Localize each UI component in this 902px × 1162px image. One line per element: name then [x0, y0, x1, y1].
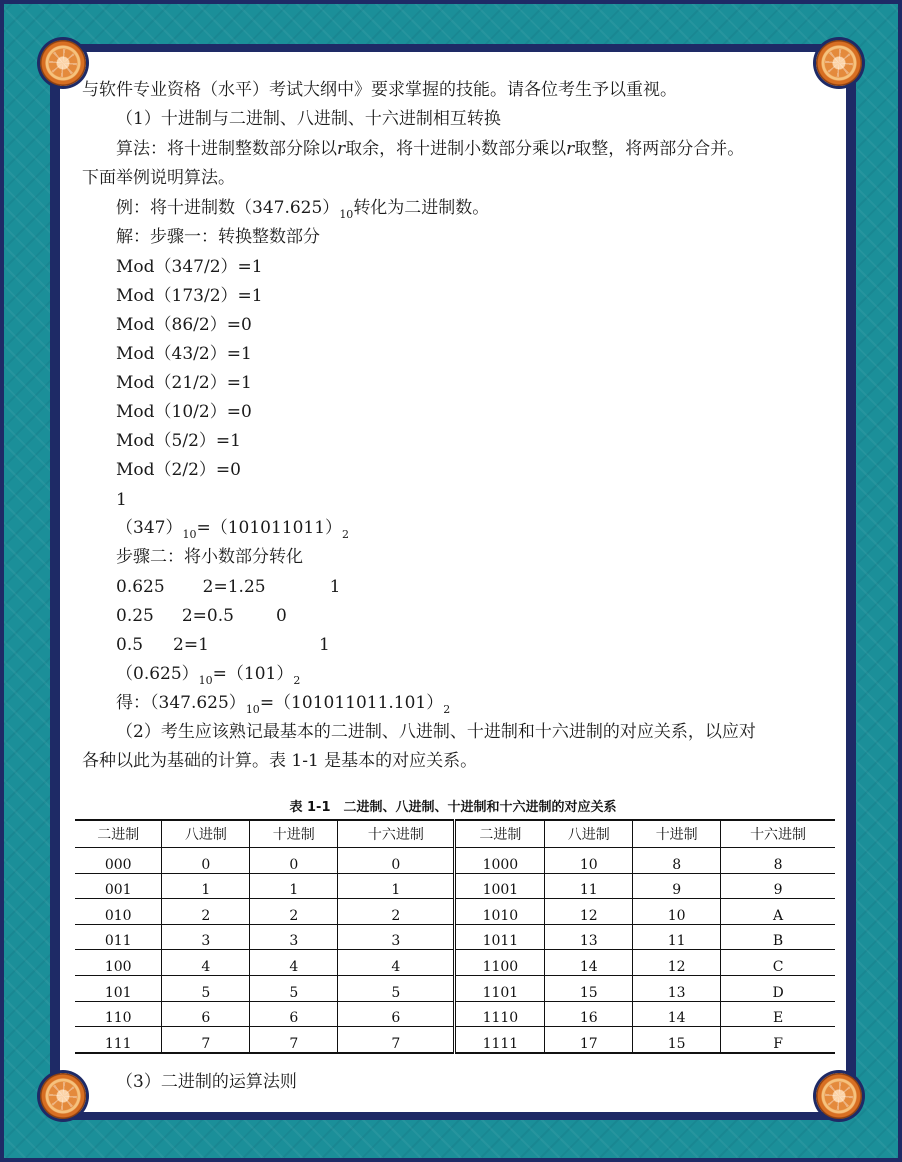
mod-line: Mod（43/2）=1 [116, 344, 252, 364]
table-cell: 5 [250, 975, 338, 1001]
table-cell: 1010 [455, 899, 545, 925]
table-row [75, 848, 835, 874]
table-cell: 1 [162, 873, 250, 899]
section-heading-3: （3）二进制的运算法则 [116, 1072, 297, 1092]
table-row [75, 1027, 835, 1053]
result-fraction: $(0.625)_{10}=(101)_2$ [116, 664, 301, 687]
table-cell: 17 [545, 1027, 633, 1053]
table-cell: 16 [545, 1001, 633, 1027]
fraction-line: 0.25 2=0.5 0 [116, 606, 287, 626]
table-cell: 3 [250, 924, 338, 950]
table-cell: 14 [545, 950, 633, 976]
solution-step-1: 解：步骤一：转换整数部分 [116, 227, 320, 247]
table-cell: 1101 [455, 975, 545, 1001]
table-cell: 11 [633, 924, 721, 950]
table-cell: 13 [633, 975, 721, 1001]
table-cell: 9 [721, 873, 835, 899]
ornament-icon [40, 40, 86, 86]
table-cell: A [721, 899, 835, 925]
table-cell: 4 [250, 950, 338, 976]
table-cell: 111 [75, 1027, 162, 1053]
table-cell: 12 [545, 899, 633, 925]
table-cell: 11 [545, 873, 633, 899]
col-header: 二进制 [455, 820, 545, 848]
result-integer: $(347)_{10}=(101011011)_2$ [116, 518, 350, 541]
text-line: 各种以此为基础的计算。表 1-1 是基本的对应关系。 [82, 751, 478, 771]
table-cell: 15 [633, 1027, 721, 1053]
col-header: 十进制 [633, 820, 721, 848]
table-cell: 10 [633, 899, 721, 925]
table-cell: 1011 [455, 924, 545, 950]
table-cell: 011 [75, 924, 162, 950]
table-cell: 2 [250, 899, 338, 925]
table-cell: F [721, 1027, 835, 1053]
table-cell: 5 [162, 975, 250, 1001]
table-row [75, 924, 835, 950]
section-heading-1: （1）十进制与二进制、八进制、十六进制相互转换 [116, 109, 501, 129]
col-header: 八进制 [162, 820, 250, 848]
table-cell: 0 [250, 848, 338, 874]
example-line: 例：将十进制数$(347.625)_{10}$转化为二进制数。 [116, 198, 490, 221]
table-cell: 7 [338, 1027, 455, 1053]
table-cell: 4 [338, 950, 455, 976]
ornament-icon [816, 1073, 862, 1119]
table-cell: 7 [162, 1027, 250, 1053]
document-page [60, 52, 846, 1112]
table-cell: 12 [633, 950, 721, 976]
table-cell: 0 [338, 848, 455, 874]
col-header: 十六进制 [338, 820, 455, 848]
mod-line: Mod（86/2）=0 [116, 315, 252, 335]
table-header-row [75, 820, 835, 848]
algorithm-line: 算法：将十进制整数部分除以r取余，将十进制小数部分乘以r取整，将两部分合并。 [116, 139, 745, 159]
table-row [75, 975, 835, 1001]
table-cell: D [721, 975, 835, 1001]
fraction-line: 0.625 2=1.25 1 [116, 577, 341, 597]
col-header: 八进制 [545, 820, 633, 848]
table-cell: 15 [545, 975, 633, 1001]
table-cell: 1001 [455, 873, 545, 899]
table-cell: 1 [250, 873, 338, 899]
table-row [75, 899, 835, 925]
table-cell: 3 [338, 924, 455, 950]
table-cell: 0 [162, 848, 250, 874]
table-cell: B [721, 924, 835, 950]
table-cell: 000 [75, 848, 162, 874]
table-cell: 1 [338, 873, 455, 899]
ornament-icon [816, 40, 862, 86]
table-row [75, 950, 835, 976]
table-cell: 13 [545, 924, 633, 950]
table-cell: 1110 [455, 1001, 545, 1027]
solution-step-2: 步骤二：将小数部分转化 [116, 547, 303, 567]
table-cell: 6 [338, 1001, 455, 1027]
table-cell: 110 [75, 1001, 162, 1027]
table-cell: 8 [721, 848, 835, 874]
table-cell: 010 [75, 899, 162, 925]
mod-line: Mod（2/2）=0 [116, 460, 241, 480]
table-cell: C [721, 950, 835, 976]
col-header: 二进制 [75, 820, 162, 848]
mod-line: Mod（347/2）=1 [116, 257, 263, 277]
result-final: 得：$(347.625)_{10}=(101011011.101)_2$ [116, 693, 451, 716]
table-body [75, 848, 835, 1053]
mod-line: Mod（10/2）=0 [116, 402, 252, 422]
table-cell: 001 [75, 873, 162, 899]
mod-line: Mod（5/2）=1 [116, 431, 241, 451]
table-cell: 101 [75, 975, 162, 1001]
table-cell: 14 [633, 1001, 721, 1027]
table-cell: E [721, 1001, 835, 1027]
table-caption: 表 1-1 二进制、八进制、十进制和十六进制的对应关系 [289, 800, 617, 815]
mod-line: Mod（173/2）=1 [116, 286, 263, 306]
mod-line: Mod（21/2）=1 [116, 373, 252, 393]
table-cell: 9 [633, 873, 721, 899]
table-cell: 8 [633, 848, 721, 874]
table-cell: 1111 [455, 1027, 545, 1053]
ornament-icon [40, 1073, 86, 1119]
table-cell: 4 [162, 950, 250, 976]
fraction-line: 0.5 2=1 1 [116, 635, 330, 655]
col-header: 十进制 [250, 820, 338, 848]
table-cell: 3 [162, 924, 250, 950]
table-row [75, 873, 835, 899]
section-heading-2: （2）考生应该熟记最基本的二进制、八进制、十进制和十六进制的对应关系，以应对 [116, 722, 756, 742]
table-cell: 1100 [455, 950, 545, 976]
remainder-line: 1 [116, 490, 127, 510]
table-cell: 7 [250, 1027, 338, 1053]
table-cell: 1000 [455, 848, 545, 874]
conversion-table [75, 819, 835, 1054]
col-header: 十六进制 [721, 820, 835, 848]
table-cell: 10 [545, 848, 633, 874]
table-cell: 2 [162, 899, 250, 925]
table-cell: 2 [338, 899, 455, 925]
table-cell: 5 [338, 975, 455, 1001]
table-cell: 6 [250, 1001, 338, 1027]
table-cell: 6 [162, 1001, 250, 1027]
table-cell: 100 [75, 950, 162, 976]
table-row [75, 1001, 835, 1027]
text-line: 下面举例说明算法。 [82, 168, 235, 188]
text-line: 与软件专业资格（水平）考试大纲中》要求掌握的技能。请各位考生予以重视。 [82, 80, 677, 100]
